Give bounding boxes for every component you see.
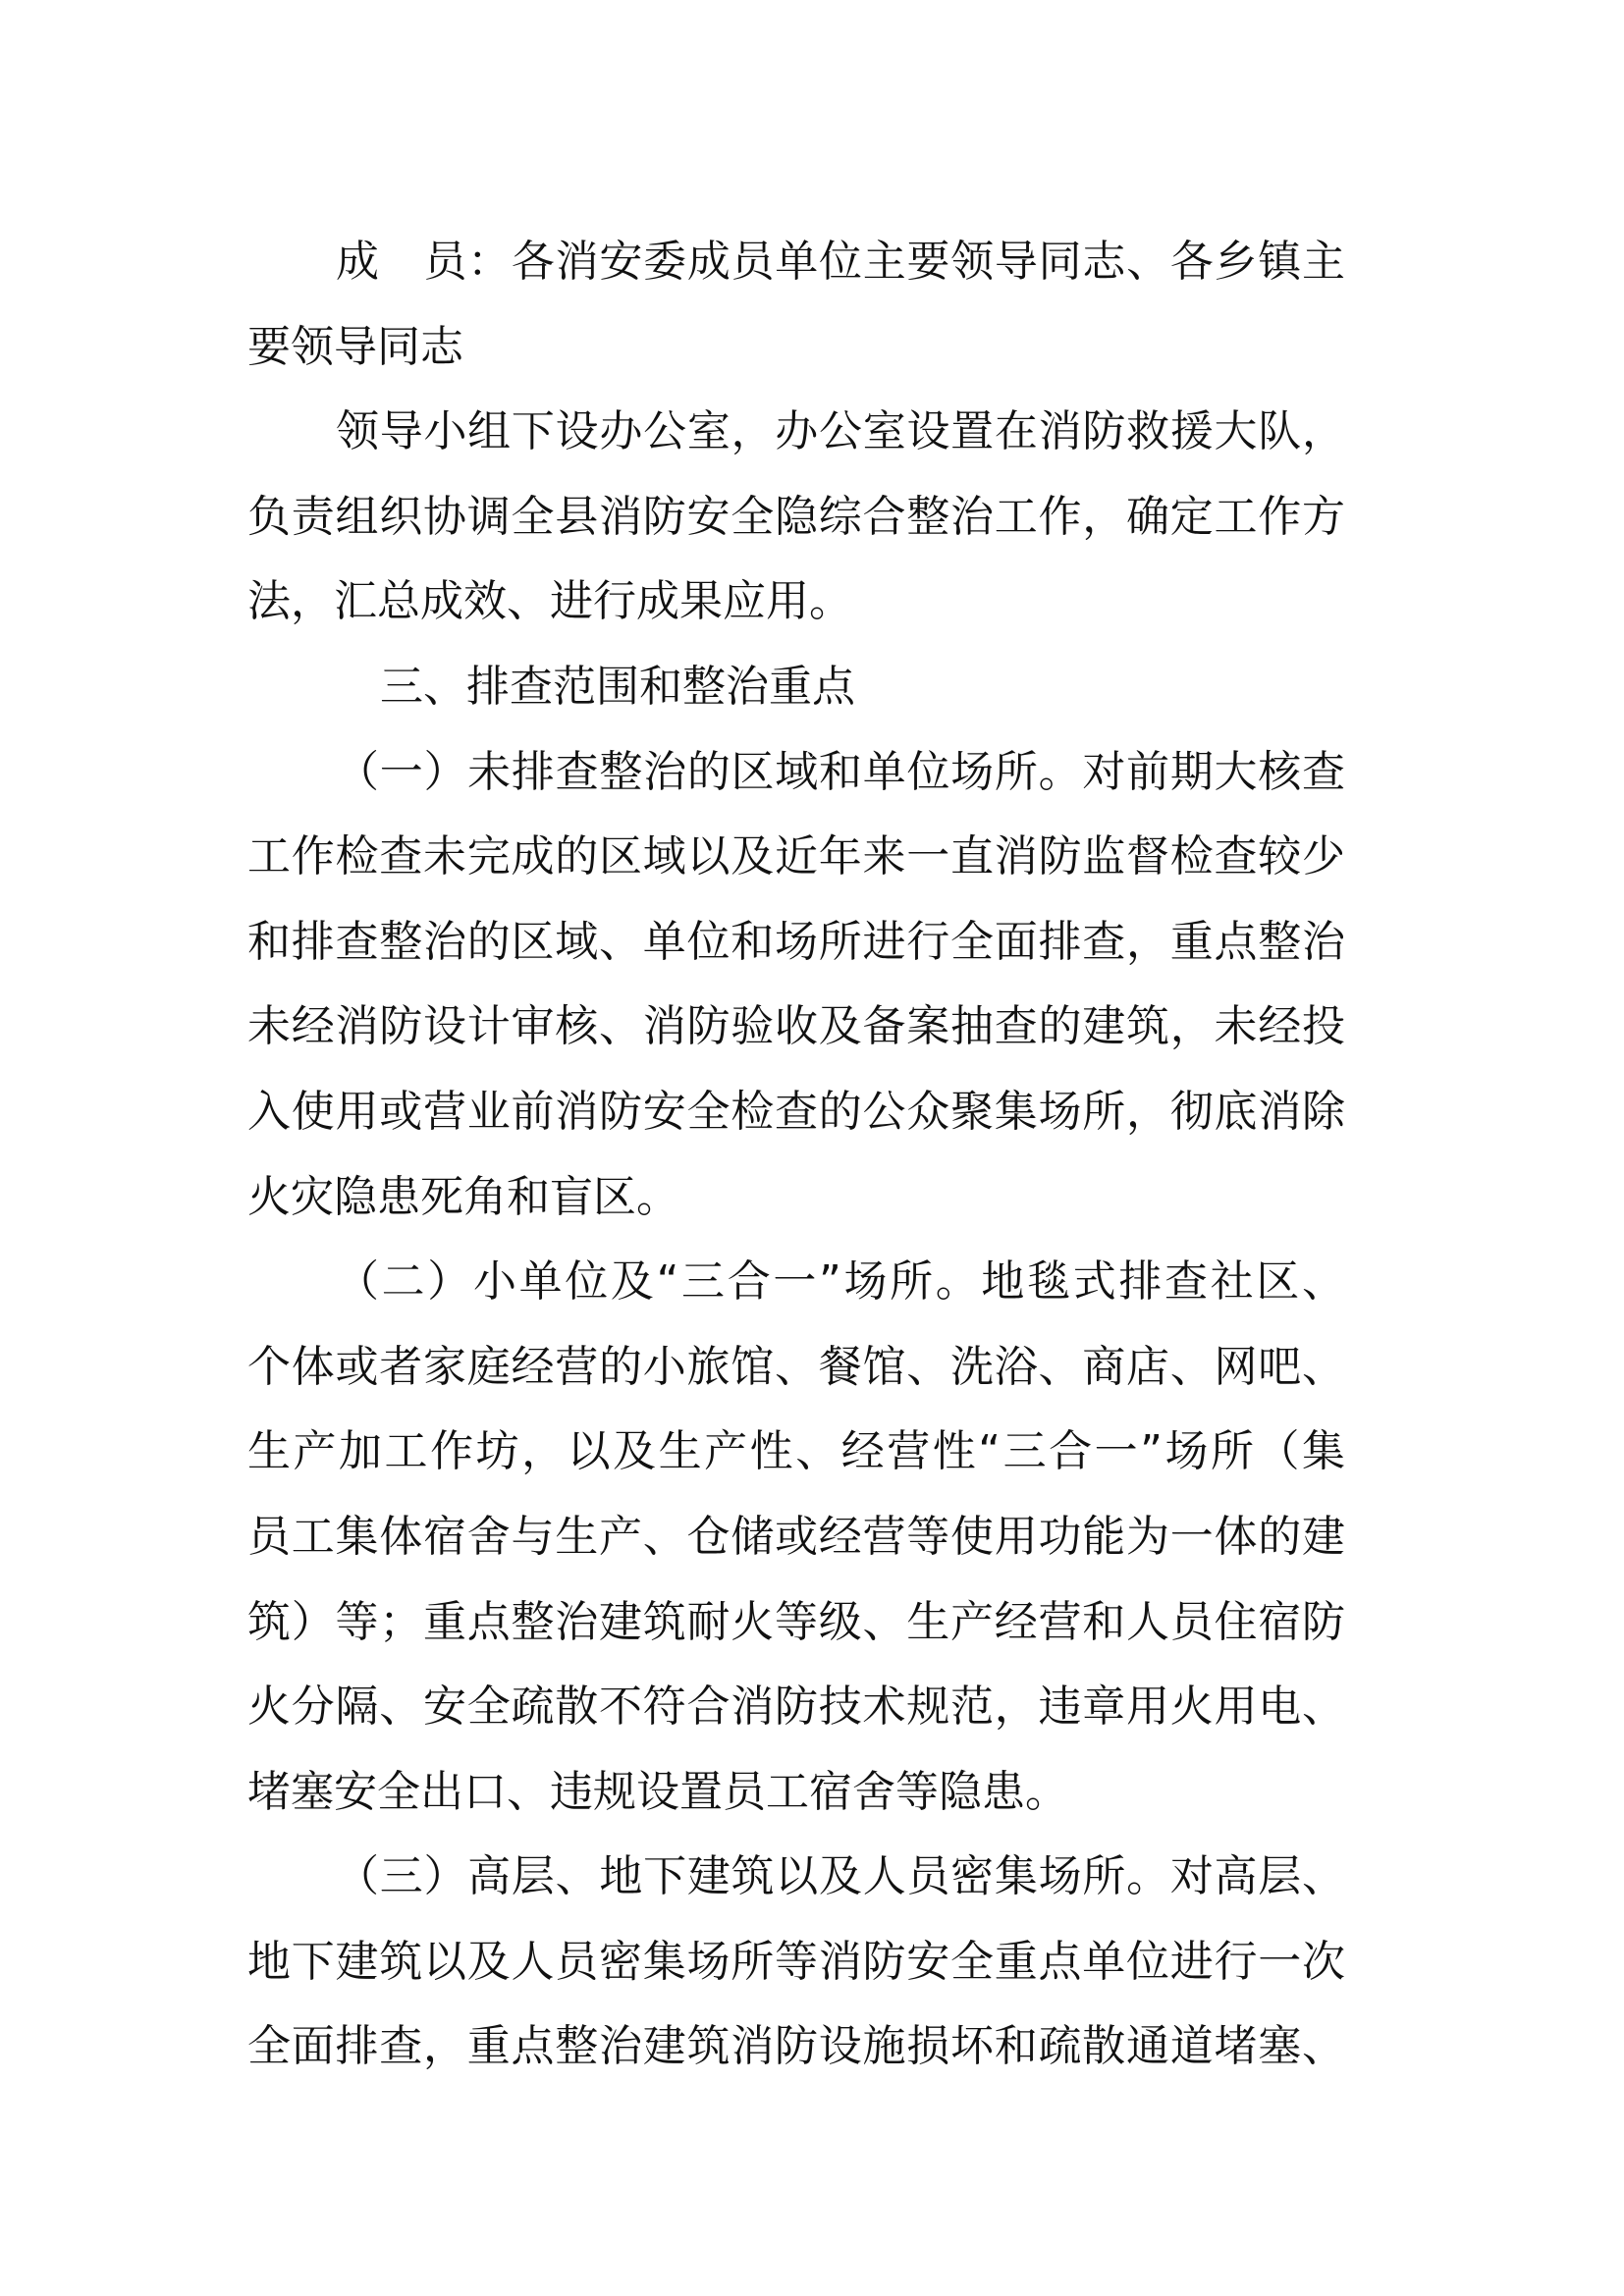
text-line: 地下建筑以及人员密集场所等消防安全重点单位进行一次: [247, 1936, 1345, 1987]
text-line: 生产加工作坊，以及生产性、经营性“三合一”场所（集: [247, 1426, 1345, 1477]
section-heading: [247, 645, 1345, 730]
text-line: 要领导同志: [247, 321, 463, 372]
text-line: （二）小单位及“三合一”场所。地毯式排查社区、: [336, 1256, 1345, 1308]
text-line: 成 员：各消安委成员单位主要领导同志、各乡镇主: [336, 237, 1345, 287]
text-line: 工作检查未完成的区域以及近年来一直消防监督检查较少: [247, 831, 1345, 882]
text-line: 堵塞安全出口、违规设置员工宿舍等隐患。: [247, 1766, 1068, 1817]
text-line: 员工集体宿舍与生产、仓储或经营等使用功能为一体的建: [247, 1511, 1345, 1562]
document-page: [247, 220, 1345, 2090]
paragraph: [247, 390, 1345, 645]
text-line: 三、排查范围和整治重点: [380, 661, 855, 712]
paragraph: [247, 1835, 1345, 2090]
text-line: 火灾隐患死角和盲区。: [247, 1171, 679, 1222]
text-line: 领导小组下设办公室，办公室设置在消防救援大队，: [336, 406, 1345, 457]
text-line: （一）未排查整治的区域和单位场所。对前期大核查: [336, 746, 1345, 797]
text-line: 火分隔、安全疏散不符合消防技术规范，违章用火用电、: [247, 1682, 1345, 1733]
text-line: 和排查整治的区域、单位和场所进行全面排查，重点整治: [247, 916, 1345, 967]
text-line: 未经消防设计审核、消防验收及备案抽查的建筑，未经投: [247, 1001, 1345, 1052]
text-line: （三）高层、地下建筑以及人员密集场所。对高层、: [336, 1851, 1345, 1902]
text-line: 全面排查，重点整治建筑消防设施损坏和疏散通道堵塞、: [247, 2021, 1345, 2072]
text-line: 筑）等；重点整治建筑耐火等级、生产经营和人员住宿防: [247, 1596, 1345, 1647]
text-line: 负责组织协调全县消防安全隐综合整治工作，确定工作方: [247, 491, 1345, 542]
paragraph: [247, 1240, 1345, 1835]
text-line: 法，汇总成效、进行成果应用。: [247, 576, 852, 627]
paragraph: [247, 730, 1345, 1241]
text-line: 个体或者家庭经营的小旅馆、餐馆、洗浴、商店、网吧、: [247, 1341, 1345, 1392]
text-line: 入使用或营业前消防安全检查的公众聚集场所，彻底消除: [247, 1086, 1345, 1137]
paragraph: [247, 220, 1345, 390]
